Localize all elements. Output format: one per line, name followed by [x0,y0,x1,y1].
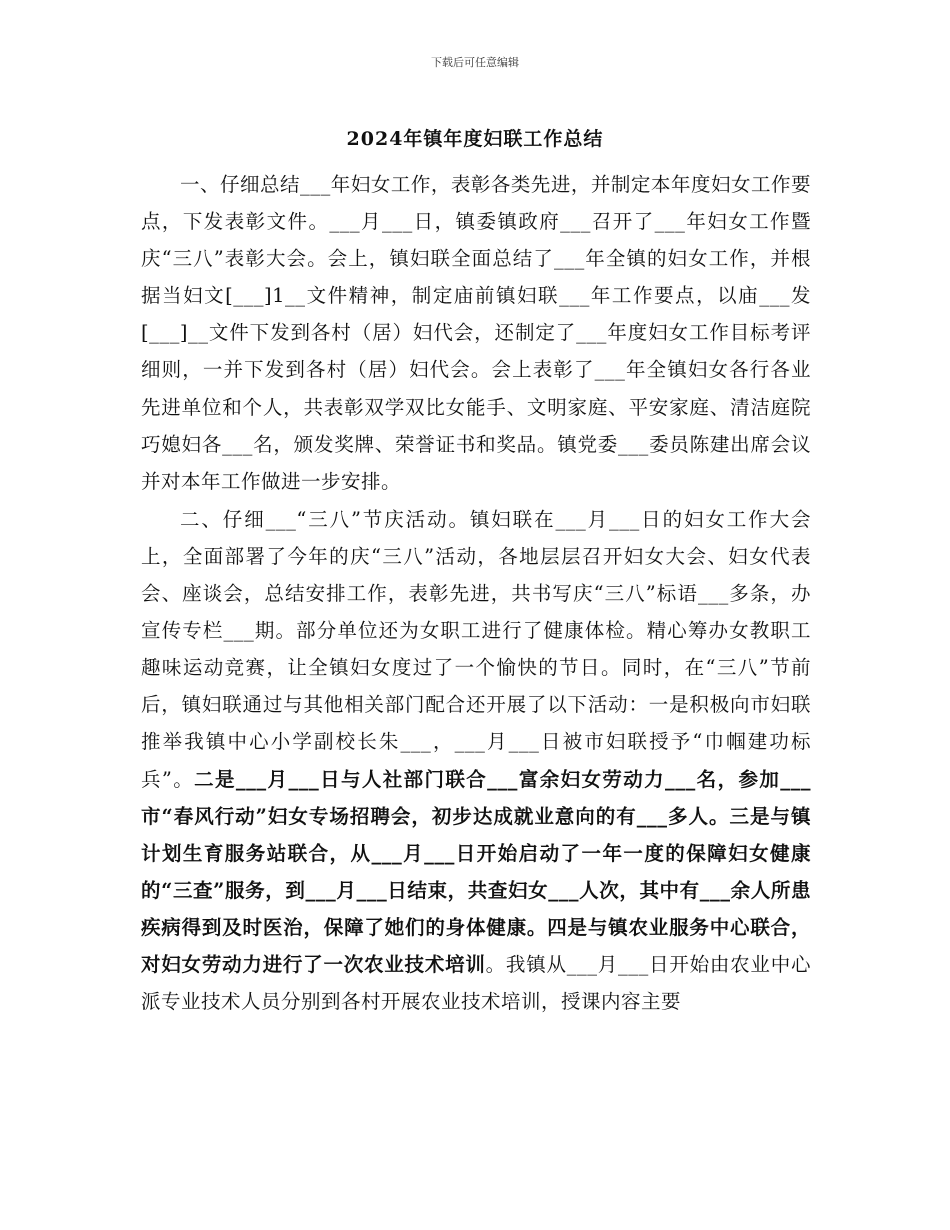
document-title: 2024年镇年度妇联工作总结 [346,128,604,150]
paragraph-2-text-run-end: 。我镇从___月___日开始由农业中心派专业技术人员分别到各村开展农业技术培训，授课内容主要 [141,952,811,1014]
paragraph-2-text-run: 二、仔细___“三八”节庆活动。镇妇联在___月___日的妇女工作大会上，全面部署了今年的庆“三八”活动，各地层层召开妇女大会、妇女代表会、座谈会，总结安排工作，表彰先进，共书写庆“三八”标语___多条，办宣传专栏___期。部分单位还为女职工进行了健康体检。精心筹办女教职工趣味运动竞赛，让全镇妇女度过了一个愉快的节日。同时，在“三八”节前后，镇妇联通过与其他相关部门配合还开展了以下活动：一是积极向市妇联推举我镇中心小学副校长朱___，___月___日被市妇联授予“巾帼建功标兵”。 [141,507,811,791]
document-body [141,166,811,1020]
paragraph-1-text: 一、仔细总结___年妇女工作，表彰各类先进，并制定本年度妇女工作要点，下发表彰文件。___月___日，镇委镇政府___召开了___年妇女工作暨庆“三八”表彰大会。会上，镇妇联全面总结了___年全镇的妇女工作，并根据当妇文[___]1__文件精神，制定庙前镇妇联___年工作要点，以庙___发[___]__文件下发到各村（居）妇代会，还制定了___年度妇女工作目标考评细则，一并下发到各村（居）妇代会。会上表彰了___年全镇妇女各行各业先进单位和个人，共表彰双学双比女能手、文明家庭、平安家庭、清洁庭院巧媳妇各___名，颁发奖牌、荣誉证书和奖品。镇党委___委员陈建出席会议并对本年工作做进一步安排。 [141,173,811,493]
paragraph-1 [141,166,811,500]
page-header-note: 下载后可任意编辑 [431,56,519,69]
paragraph-2-bold-run: 二是___月___日与人社部门联合___富余妇女劳动力___名，参加___市“春风行动”妇女专场招聘会，初步达成就业意向的有___多人。三是与镇计划生育服务站联合，从___月___日开始启动了一年一度的保障妇女健康的“三查”服务，到___月___日结束，共查妇女___人次，其中有___余人所患疾病得到及时医治，保障了她们的身体健康。四是与镇农业服务中心联合，对妇女劳动力进行了一次农业技术培训 [141,767,811,976]
paragraph-2 [141,501,811,1020]
